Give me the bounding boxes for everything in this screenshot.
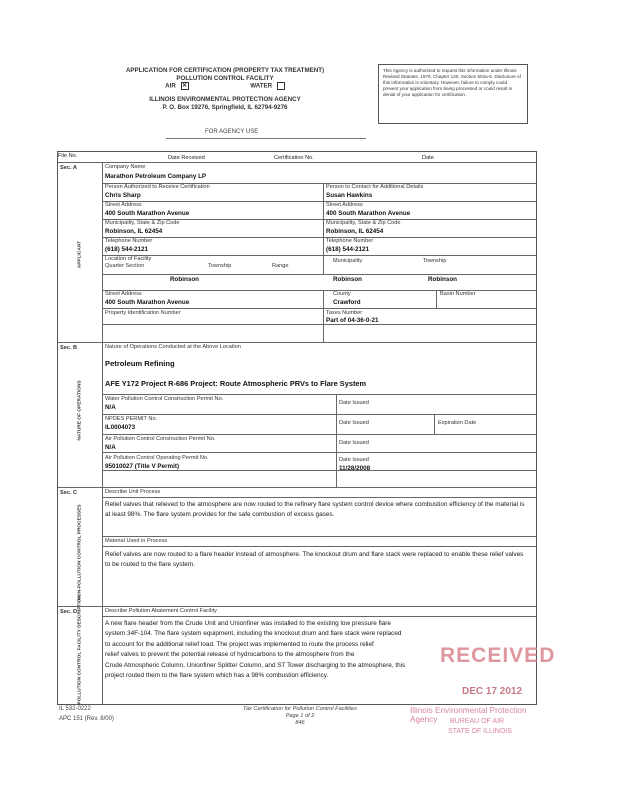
sec-c-tag: Sec. C bbox=[60, 490, 78, 496]
sec-d-line-1: A new flare header from the Crude Unit and Unionfiner was installed to the existing low pressure flare bbox=[105, 620, 391, 627]
received-stamp-agency: Illinois Environmental Protection Agency bbox=[410, 706, 527, 724]
received-stamp-state: STATE OF ILLINOIS bbox=[448, 728, 512, 735]
location-label: Location of Facility bbox=[105, 256, 152, 262]
air-construction-value[interactable]: N/A bbox=[105, 444, 116, 451]
sec-c-material-text[interactable]: Relief valves are now routed to a flare header instead of atmosphere. The knockout drum and flare stack were replaced to enable these relief valves to be routed to the flare system. bbox=[105, 551, 524, 569]
received-stamp-date: DEC 17 2012 bbox=[462, 686, 523, 697]
footer-number: 846 bbox=[295, 720, 305, 726]
title-line-2: POLLUTION CONTROL FACILITY bbox=[176, 74, 274, 82]
received-stamp bbox=[410, 640, 556, 780]
form-number: IL 532-0222 bbox=[59, 706, 91, 712]
city-label-1: Municipality, State & Zip Code bbox=[105, 220, 180, 226]
county-value[interactable]: Crawford bbox=[333, 299, 361, 306]
phone-label-1: Telephone Number bbox=[105, 238, 153, 244]
phone-value-1[interactable]: (618) 544-2121 bbox=[105, 246, 149, 253]
nature-value[interactable]: Petroleum Refining bbox=[105, 359, 175, 368]
agency-name: ILLINOIS ENVIRONMENTAL PROTECTION AGENCY bbox=[149, 96, 301, 104]
date-received-label: Date Received bbox=[168, 155, 205, 161]
basin-label: Basin Number bbox=[440, 291, 476, 297]
sec-c-describe-text[interactable]: Relief valves that relieved to the atmosphere are now routed to the refinery flare system control device where combustion efficiency of the material is at least 98%. The flare system provides for the safe combustion of excess gases. bbox=[105, 501, 525, 519]
facility-street-label: Street Address bbox=[105, 291, 142, 297]
received-stamp-bureau: BUREAU OF AIR bbox=[450, 718, 505, 725]
street-value-2[interactable]: 400 South Marathon Avenue bbox=[326, 210, 411, 217]
person-contact-label: Person to Contact for Additional Details bbox=[326, 184, 424, 190]
project-line[interactable]: AFE Y172 Project R-686 Project: Route Atmospheric PRVs to Flare System bbox=[105, 379, 367, 388]
sec-b-tag: Sec. B bbox=[60, 345, 78, 351]
facility-street-value[interactable]: 400 South Marathon Avenue bbox=[105, 299, 190, 306]
sec-a-tag: Sec. A bbox=[60, 165, 77, 171]
air-checkbox[interactable]: ✕ bbox=[182, 83, 188, 90]
received-stamp-word: RECEIVED bbox=[440, 644, 556, 667]
person-contact-value[interactable]: Susan Hawkins bbox=[326, 192, 373, 199]
air-construction-label: Air Pollution Control Construction Permit No. bbox=[105, 436, 216, 442]
agency-use-underline bbox=[166, 138, 366, 139]
phone-label-2: Telephone Number bbox=[326, 238, 374, 244]
sec-a-side-label: APPLICANT bbox=[77, 240, 83, 269]
robinson-township[interactable]: Robinson bbox=[170, 276, 200, 283]
sec-d-tag: Sec. D bbox=[60, 609, 78, 615]
sec-b-side-label: NATURE OF OPERATIONS bbox=[77, 380, 83, 441]
sec-c-side-label: NON-POLLUTION CONTROL PROCESSES bbox=[77, 504, 83, 601]
water-date-issued-label: Date Issued bbox=[339, 400, 369, 406]
taxes-value[interactable]: Part of 04-36-0-21 bbox=[326, 317, 379, 324]
application-form bbox=[57, 151, 537, 705]
person-authorized-label: Person Authorized to Receive Certification bbox=[105, 184, 210, 190]
quarter-section-label: Quarter Section bbox=[105, 263, 145, 269]
company-name-value[interactable]: Marathon Petroleum Company LP bbox=[105, 173, 207, 180]
city-value-1[interactable]: Robinson, IL 62454 bbox=[105, 228, 163, 235]
sec-c-material-label: Material Used in Process bbox=[105, 538, 168, 544]
street-value-1[interactable]: 400 South Marathon Avenue bbox=[105, 210, 190, 217]
certification-no-label: Certification No. bbox=[274, 155, 314, 161]
air-construction-date-label: Date Issued bbox=[339, 440, 369, 446]
sec-d-side-label: POLLUTION CONTROL FACILITY DESCRIPTION bbox=[77, 595, 83, 705]
water-permit-value[interactable]: N/A bbox=[105, 404, 116, 411]
file-no-label: File No. bbox=[58, 153, 78, 159]
sec-d-line-3: to account for the additional relief load. The project was implemented to route the process relief bbox=[105, 640, 374, 648]
footer-title: Tax Certification for Pollution Control Facilities bbox=[243, 706, 357, 712]
county-label: County bbox=[333, 291, 351, 297]
city-label-2: Municipality, State & Zip Code bbox=[326, 220, 401, 226]
municipality-label: Municipality bbox=[333, 258, 363, 264]
sec-c-describe-label: Describe Unit Process bbox=[105, 489, 161, 495]
water-checkbox[interactable] bbox=[277, 82, 285, 90]
company-name-label: Company Name bbox=[105, 164, 146, 170]
sec-d-line-5: Crude Atmospheric Column, Unionfiner Splitter Column, and ST Tower discharging to the atmosphere, this bbox=[105, 661, 406, 669]
air-water-row bbox=[90, 82, 360, 90]
water-label: WATER bbox=[250, 82, 273, 90]
range-label: Range bbox=[272, 263, 289, 269]
air-operating-date-value[interactable]: 11/28/2008 bbox=[339, 465, 371, 472]
air-label: AIR bbox=[165, 82, 176, 90]
npdes-label: NPDES PERMIT No. bbox=[105, 416, 158, 422]
apc-number: APC 151 (Rev. 8/00) bbox=[59, 716, 114, 722]
date-label: Date bbox=[422, 155, 434, 161]
air-operating-label: Air Pollution Control Operating Permit No. bbox=[105, 455, 209, 461]
township-label: Township bbox=[208, 263, 232, 269]
robinson-municipality[interactable]: Robinson bbox=[333, 276, 363, 283]
phone-value-2[interactable]: (618) 544-2121 bbox=[326, 246, 370, 253]
township-label-2: Township bbox=[423, 258, 447, 264]
footer-center bbox=[200, 706, 400, 727]
npdes-date-issued-label: Date Issued bbox=[339, 420, 369, 426]
nature-label: Nature of Operations Conducted at the Above Location bbox=[105, 344, 241, 350]
taxes-label: Taxes Number bbox=[326, 310, 363, 316]
city-value-2[interactable]: Robinson, IL 62454 bbox=[326, 228, 384, 235]
agency-address: P. O. Box 19276, Springfield, IL 62794-9276 bbox=[162, 104, 288, 112]
privacy-notice: This Agency is authorized to request this information under Illinois Revised Statutes, 1979, Chapter 120, Section 502a-5. Disclosure of this information is voluntary. However, failure to comply could prevent your application from being processed or could result in denial of your application for certification. bbox=[378, 64, 528, 124]
air-operating-value[interactable]: 95010027 (Title V Permit) bbox=[105, 463, 180, 470]
air-operating-date-label: Date Issued bbox=[339, 457, 369, 463]
agency-use-label: FOR AGENCY USE bbox=[205, 129, 259, 135]
street-label-1: Street Address bbox=[105, 202, 142, 208]
sec-d-line-4: relief valves to prevent the potential release of hydrocarbons to the atmosphere from the bbox=[105, 651, 355, 659]
sec-d-line-2: system 34F-104. The flare system equipment, including the knockout drum and flare stack were replaced bbox=[105, 630, 402, 638]
sec-d-describe-label: Describe Pollution Abatement Control Facility bbox=[105, 608, 217, 614]
footer-page: Page 1 of 2 bbox=[285, 713, 315, 719]
street-label-2: Street Address bbox=[326, 202, 363, 208]
title-line-1: APPLICATION FOR CERTIFICATION (PROPERTY TAX TREATMENT) bbox=[125, 67, 325, 74]
property-id-label: Property Identification Number bbox=[105, 310, 181, 316]
form-title bbox=[90, 67, 360, 112]
npdes-value[interactable]: IL0004073 bbox=[105, 424, 136, 431]
person-authorized-value[interactable]: Chris Sharp bbox=[105, 192, 141, 199]
water-permit-label: Water Pollution Control Construction Permit No. bbox=[105, 396, 224, 402]
sec-d-line-6: project routed them to the flare system which has a 98% combustion efficiency. bbox=[105, 672, 329, 680]
robinson-township-2[interactable]: Robinson bbox=[428, 276, 458, 283]
expiration-label: Expiration Date bbox=[438, 420, 477, 426]
